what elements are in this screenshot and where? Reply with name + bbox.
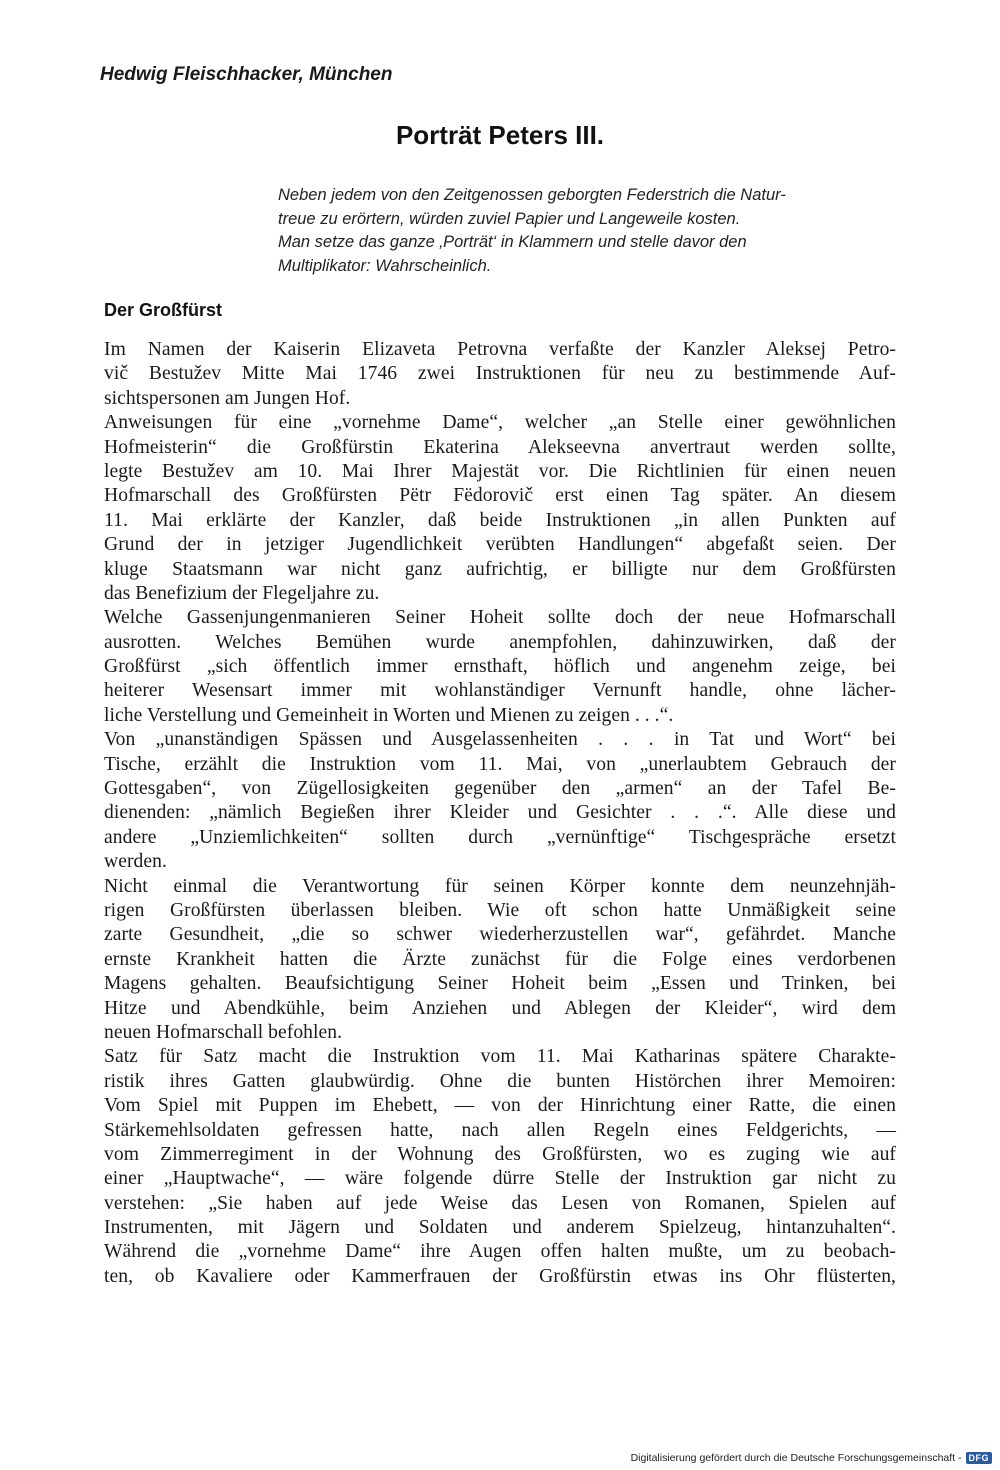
body-line: Im Namen der Kaiserin Elizaveta Petrovna verfaßte der Kanzler Aleksej Petro- (104, 339, 896, 360)
body-line: neuen Hofmarschall befohlen. (104, 1021, 343, 1043)
body-line: Satz für Satz macht die Instruktion vom 11. Mai Katharinas spätere Charakte- (104, 1046, 896, 1068)
body-line: Nicht einmal die Verantwortung für seinen Körper konnte dem neunzehnjäh- (104, 875, 896, 897)
body-line: vič Bestužev Mitte Mai 1746 zwei Instruktionen für neu zu bestimmende Auf- (104, 363, 896, 385)
epigraph-line: treue zu erörtern, würden zuviel Papier und Langeweile kosten. (278, 209, 741, 228)
body-line: Gottesgaben“, von Zügellosigkeiten gegenüber den „armen“ an der Tafel Be- (104, 778, 896, 800)
body-line: Hitze und Abendkühle, beim Anziehen und Ablegen der Kleider“, wird dem (104, 997, 896, 1019)
author-line: Hedwig Fleischhacker, München (100, 64, 393, 85)
body-text (104, 338, 896, 1289)
digitization-footer (631, 1452, 992, 1464)
body-line: einer „Hauptwache“, — wäre folgende dürre Stelle der Instruktion gar nicht zu (104, 1168, 896, 1190)
body-line: andere „Unziemlichkeiten“ sollten durch „vernünftige“ Tischgespräche ersetzt (104, 826, 896, 848)
article-title: Porträt Peters III. (395, 120, 605, 150)
epigraph-line: Neben jedem von den Zeitgenossen geborgten Federstrich die Natur- (278, 186, 786, 204)
body-line: das Benefizium der Flegeljahre zu. (104, 582, 380, 604)
body-line: Hofmeisterin“ die Großfürstin Ekaterina Alekseevna anvertraut werden sollte, (104, 436, 896, 458)
body-line: Vom Spiel mit Puppen im Ehebett, — von der Hinrichtung einer Ratte, die einen (104, 1095, 896, 1117)
footer-text: Digitalisierung gefördert durch die Deutsche Forschungsgemeinschaft - (630, 1452, 962, 1464)
body-line: ten, ob Kavaliere oder Kammerfrauen der Großfürstin etwas ins Ohr flüsterten, (104, 1265, 896, 1287)
body-line: rigen Großfürsten überlassen bleiben. Wie oft schon hatte Unmäßigkeit seine (104, 899, 896, 921)
body-line: Von „unanständigen Spässen und Ausgelassenheiten . . . in Tat und Wort“ bei (104, 729, 896, 751)
epigraph-line: Multiplikator: Wahrscheinlich. (278, 256, 492, 275)
body-line: vom Zimmerregiment in der Wohnung des Großfürsten, wo es zuging wie auf (104, 1143, 896, 1165)
body-line: werden. (104, 851, 167, 873)
body-line: liche Verstellung und Gemeinheit in Worten und Mienen zu zeigen . . .“. (104, 704, 674, 726)
body-line: Tische, erzählt die Instruktion vom 11. Mai, von „unerlaubtem Gebrauch der (104, 753, 896, 775)
body-line: kluge Staatsmann war nicht ganz aufrichtig, er billigte nur dem Großfürsten (104, 558, 896, 580)
body-line: ernste Krankheit hatten die Ärzte zunächst für die Folge eines verdorbenen (104, 948, 896, 970)
body-line: Großfürst „sich öffentlich immer ernsthaft, höflich und angenehm zeige, bei (104, 656, 896, 678)
body-line: Anweisungen für eine „vornehme Dame“, welcher „an Stelle einer gewöhnlichen (104, 412, 896, 434)
body-line: Magens gehalten. Beaufsichtigung Seiner Hoheit beim „Essen und Trinken, bei (104, 973, 896, 995)
body-line: Instrumenten, mit Jägern und Soldaten und anderem Spielzeug, hintanzuhalten“. (104, 1217, 896, 1239)
body-line: Stärkemehlsoldaten gefressen hatte, nach allen Regeln eines Feldgerichts, — (104, 1119, 896, 1141)
body-line: zarte Gesundheit, „die so schwer wiederherzustellen war“, gefährdet. Manche (104, 924, 896, 946)
body-line: sichtspersonen am Jungen Hof. (104, 387, 351, 409)
body-line: Hofmarschall des Großfürsten Pëtr Fëdorovič erst einen Tag später. An diesem (104, 485, 896, 507)
epigraph-line: Man setze das ganze ‚Porträt‘ in Klammern und stelle davor den (278, 233, 747, 251)
body-line: Grund der in jetziger Jugendlichkeit verübten Handlungen“ abgefaßt seien. Der (104, 534, 896, 556)
epigraph (278, 184, 894, 278)
body-line: Während die „vornehme Dame“ ihre Augen offen halten mußte, um zu beobach- (104, 1241, 896, 1263)
section-heading: Der Großfürst (104, 300, 223, 320)
body-line: ausrotten. Welches Bemühen wurde anempfohlen, dahinzuwirken, daß der (104, 631, 896, 653)
body-line: 11. Mai erklärte der Kanzler, daß beide Instruktionen „in allen Punkten auf (104, 509, 896, 531)
body-line: ristik ihres Gatten glaubwürdig. Ohne die bunten Histörchen ihrer Memoiren: (104, 1070, 896, 1092)
body-line: legte Bestužev am 10. Mai Ihrer Majestät vor. Die Richtlinien für einen neuen (104, 460, 896, 482)
dfg-logo-icon: DFG (966, 1452, 993, 1464)
body-line: Welche Gassenjungenmanieren Seiner Hoheit sollte doch der neue Hofmarschall (104, 607, 896, 629)
body-line: dienenden: „nämlich Begießen ihrer Kleider und Gesichter . . .“. Alle diese und (104, 802, 896, 824)
body-line: heiterer Wesensart immer mit wohlanständiger Vernunft handle, ohne lächer- (104, 680, 896, 702)
body-line: verstehen: „Sie haben auf jede Weise das Lesen von Romanen, Spielen auf (104, 1192, 896, 1214)
